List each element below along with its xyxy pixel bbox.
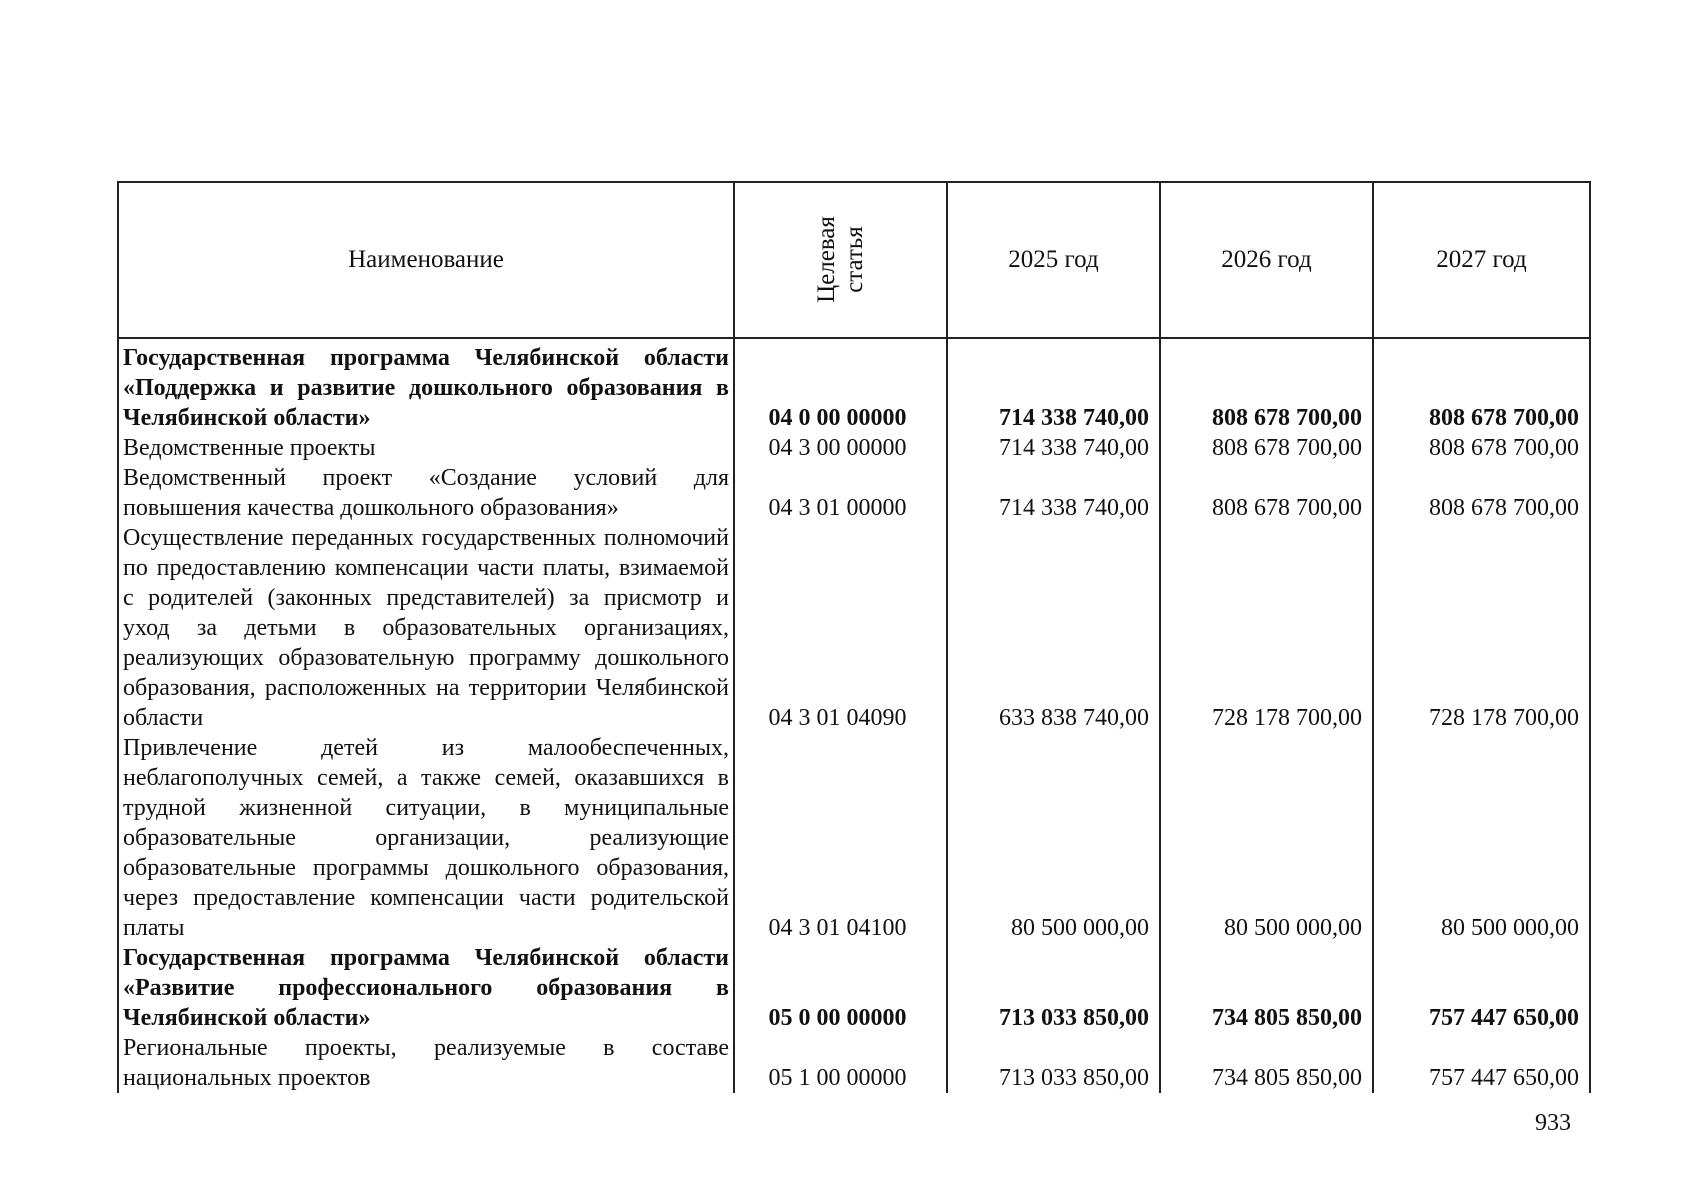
header-code-line1: Целевая: [812, 216, 840, 304]
header-2027: 2027 год: [1373, 182, 1590, 338]
row-2025: 633 838 740,00: [947, 523, 1160, 733]
row-2027: 808 678 700,00: [1373, 338, 1590, 433]
row-2027: 757 447 650,00: [1373, 1033, 1590, 1093]
row-code: 04 3 01 00000: [734, 463, 947, 523]
table-body: [118, 338, 1590, 1093]
row-2027: 80 500 000,00: [1373, 733, 1590, 943]
row-code: 04 3 00 00000: [734, 433, 947, 463]
row-2026: 728 178 700,00: [1160, 523, 1373, 733]
table-row: [118, 433, 1590, 463]
row-2025: 80 500 000,00: [947, 733, 1160, 943]
row-2026: 808 678 700,00: [1160, 433, 1373, 463]
table-row: [118, 733, 1590, 943]
header-2025: 2025 год: [947, 182, 1160, 338]
row-2027: 728 178 700,00: [1373, 523, 1590, 733]
row-2026: 734 805 850,00: [1160, 1033, 1373, 1093]
row-2026: 808 678 700,00: [1160, 338, 1373, 433]
row-name: Привлечение детей из малообеспеченных, неблагополучных семей, а также семей, оказавшихся в трудной жизненной ситуации, в муниципальные образовательные организации, реализующие образовательные программы дошкольного образования, через предоставление компенсации части родительской платы: [118, 733, 734, 943]
row-2025: 713 033 850,00: [947, 943, 1160, 1033]
page-number: 933: [1535, 1110, 1571, 1136]
row-2027: 808 678 700,00: [1373, 433, 1590, 463]
row-name: Региональные проекты, реализуемые в составе национальных проектов: [118, 1033, 734, 1093]
row-name: Государственная программа Челябинской области «Поддержка и развитие дошкольного образования в Челябинской области»: [118, 338, 734, 433]
row-name: Государственная программа Челябинской области «Развитие профессионального образования в Челябинской области»: [118, 943, 734, 1033]
header-name: Наименование: [118, 182, 734, 338]
row-2026: 808 678 700,00: [1160, 463, 1373, 523]
table-row: [118, 523, 1590, 733]
table-row: [118, 338, 1590, 433]
row-2027: 808 678 700,00: [1373, 463, 1590, 523]
row-2026: 80 500 000,00: [1160, 733, 1373, 943]
row-2025: 713 033 850,00: [947, 1033, 1160, 1093]
row-name: Ведомственные проекты: [118, 433, 734, 463]
row-2025: 714 338 740,00: [947, 338, 1160, 433]
row-2025: 714 338 740,00: [947, 433, 1160, 463]
header-target-article-label: [813, 216, 868, 303]
row-2027: 757 447 650,00: [1373, 943, 1590, 1033]
row-code: 05 1 00 00000: [734, 1033, 947, 1093]
row-code: 04 0 00 00000: [734, 338, 947, 433]
row-code: 05 0 00 00000: [734, 943, 947, 1033]
table-row: [118, 463, 1590, 523]
header-target-article: [734, 182, 947, 338]
row-name: Осуществление переданных государственных полномочий по предоставлению компенсации части платы, взимаемой с родителей (законных представителей) за присмотр и уход за детьми в образовательных организациях, реализующих образовательную программу дошкольного образования, расположенных на территории Челябинской области: [118, 523, 734, 733]
row-2026: 734 805 850,00: [1160, 943, 1373, 1033]
header-2026: 2026 год: [1160, 182, 1373, 338]
row-2025: 714 338 740,00: [947, 463, 1160, 523]
table-row: [118, 943, 1590, 1033]
row-code: 04 3 01 04090: [734, 523, 947, 733]
row-name: Ведомственный проект «Создание условий для повышения качества дошкольного образования»: [118, 463, 734, 523]
row-code: 04 3 01 04100: [734, 733, 947, 943]
header-code-line2: статья: [840, 226, 868, 294]
budget-table: [117, 181, 1591, 1093]
table-header-row: [118, 182, 1590, 338]
table-row: [118, 1033, 1590, 1093]
